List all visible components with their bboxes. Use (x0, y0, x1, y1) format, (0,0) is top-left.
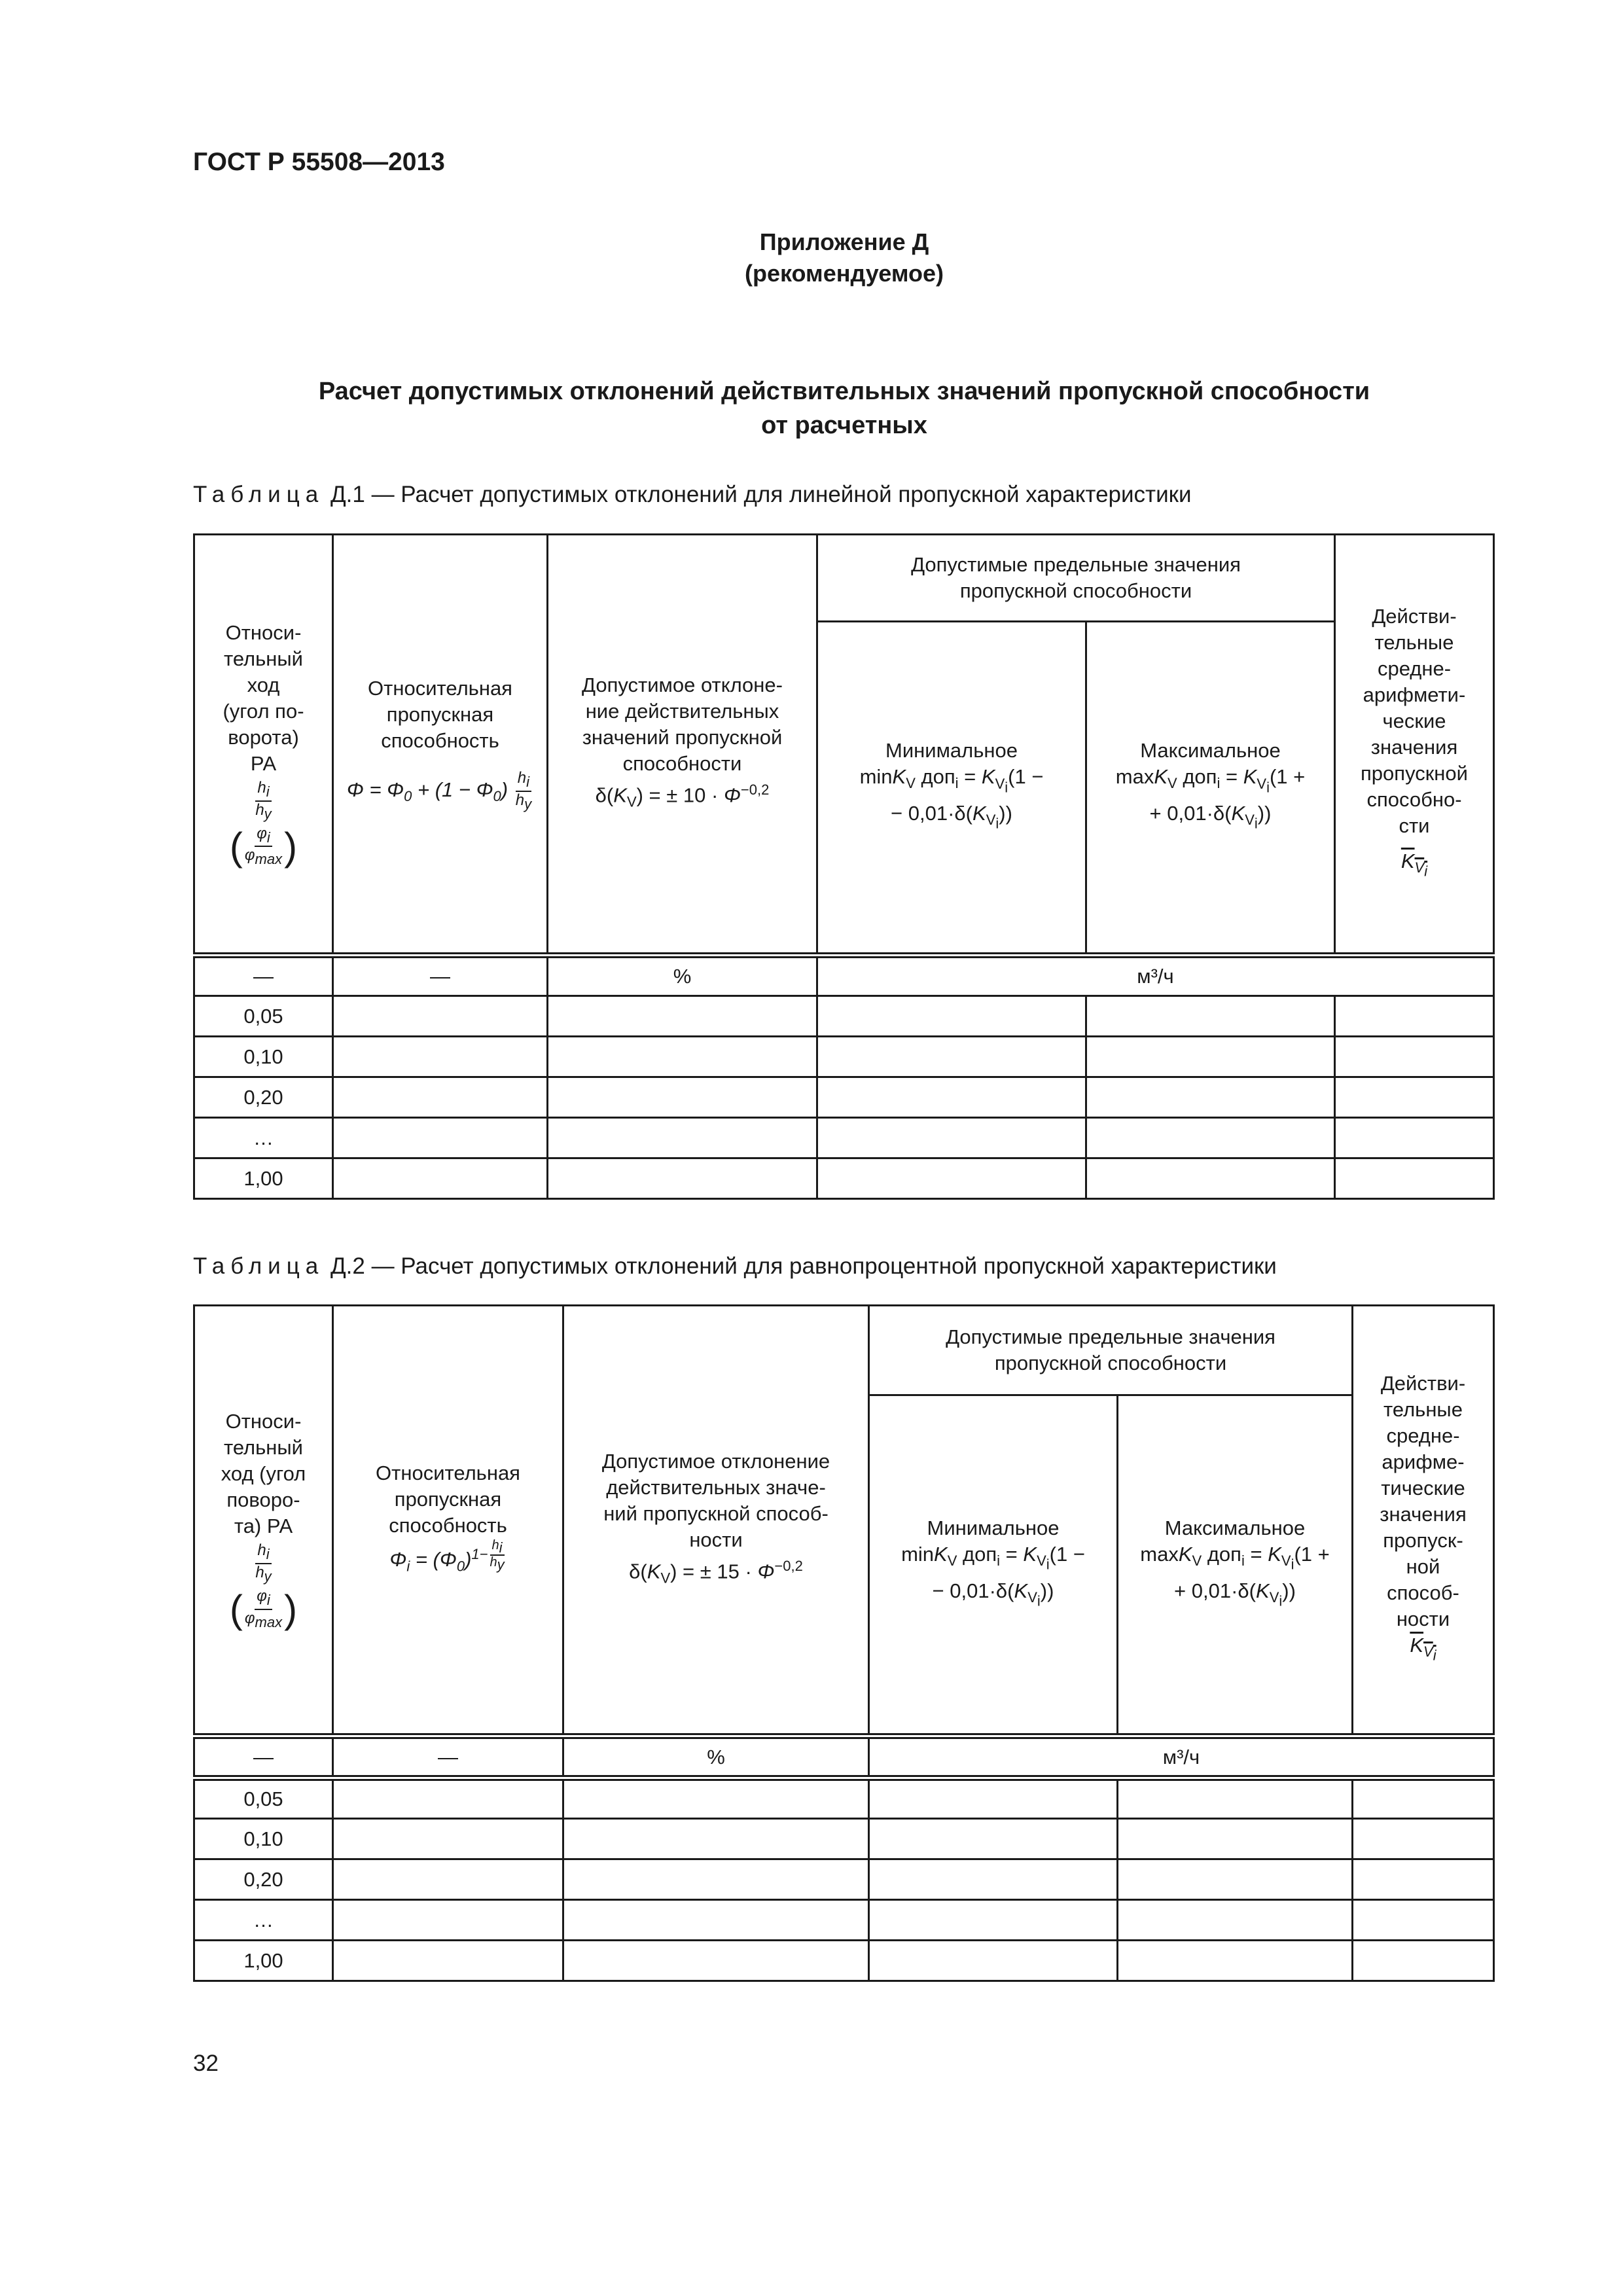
table2-caption (193, 1253, 1277, 1280)
table-row: 1,00 (194, 1158, 1494, 1199)
table1-header-allowed-deviation: Допустимое отклоне- ние действительных значений пропускной способности $\delta(K_V)$ = ± $10 \cdot \Phi^{-0,2}$ (548, 535, 817, 956)
table-row: 0,10 (194, 1819, 1494, 1859)
table2-caption-word: Таблица (193, 1253, 325, 1279)
page-title-line-2: от расчетных (761, 412, 927, 439)
annex-type: (рекомендуемое) (745, 260, 944, 287)
table-row: … (194, 1118, 1494, 1158)
table1-header-actual-mean: Действи- тельные средне- арифмети- ческие значения пропускной способно- сти $K_{V_i}$ (1335, 535, 1494, 956)
table1-caption-word: Таблица (193, 482, 325, 507)
table-row: 0,05 (194, 996, 1494, 1037)
table-row: 0,20 (194, 1077, 1494, 1118)
document-standard-number: ГОСТ Р 55508—2013 (193, 148, 445, 176)
table2-header-relative-capacity: Относительная пропускная способность $\Phi_i = (\Phi_0)^{1- \frac{h_i}{h_y}}$ (333, 1306, 563, 1736)
table1-header-relative-capacity: Относительная пропускная способность $\Phi = \Phi_0 + (1 - \Phi_0)$ $\frac{h_i}{h_y}$ (333, 535, 548, 956)
angle-ratio-formula: ( $\frac{\varphi_i}{\varphi_{max}}$ ) (229, 824, 298, 869)
travel-ratio-formula: $\frac{h_i}{h_y}$ (255, 778, 272, 822)
annex-heading (0, 226, 1623, 289)
table1-min-formula: minK$_V$ $доп_i = K_{V_i}(1$ − (859, 765, 1044, 795)
table2-min-formula: minK$_V$ $доп_i = K_{V_i}(1$ − (901, 1542, 1085, 1573)
travel-ratio-formula: $\frac{h_i}{h_y}$ (255, 1541, 272, 1585)
table-row: 1,00 (194, 1941, 1494, 1981)
table2-header-maximum: Максимальное maxK$_V$ $доп_i = K_{V_i}(1$ + + $0,01\cdot\delta(K_{V_i})$) (1118, 1395, 1353, 1736)
table2-caption-text: Д.2 — Расчет допустимых отклонений для равнопроцентной пропускной характеристики (330, 1253, 1277, 1279)
table-row: 0,05 (194, 1778, 1494, 1819)
table2-header-actual-mean: Действи- тельные средне- арифме- тические значения пропуск- ной способ- ности $K_{V_i}$ (1353, 1306, 1494, 1736)
table1-header-minimum: Минимальное minK$_V$ $доп_i = K_{V_i}(1$ − − $0,01\cdot\delta(K_{V_i})$) (817, 622, 1086, 956)
table2-header-allowed-deviation: Допустимое отклонение действительных значе- ний пропускной способ- ности $\delta(K_V)$ = ± $15 \cdot \Phi^{-0,2}$ (563, 1306, 869, 1736)
mean-kv-symbol: $K_{V_i}$ (1410, 1634, 1436, 1664)
table1-header-maximum: Максимальное maxK$_V$ $доп_i = K_{V_i}(1$ + + $0,01\cdot\delta(K_{V_i})$) (1086, 622, 1335, 956)
table2-header-limit-group: Допустимые предельные значения пропускной способности (869, 1306, 1353, 1395)
table2-deviation-formula: $\delta(K_V)$ = ± $15 \cdot \Phi^{-0,2}$ (629, 1557, 803, 1587)
table1-capacity-formula: $\Phi = \Phi_0 + (1 - \Phi_0)$ $\frac{h_i}{h_y}$ (346, 768, 532, 812)
angle-ratio-formula: ( $\frac{\varphi_i}{\varphi_{max}}$ ) (229, 1587, 298, 1631)
table1-max-formula: maxK$_V$ $доп_i = K_{V_i}(1$ + (1115, 765, 1306, 795)
table-row: … (194, 1900, 1494, 1941)
table2 (193, 1304, 1495, 1982)
table1-caption (193, 482, 1192, 508)
table1-caption-text: Д.1 — Расчет допустимых отклонений для линейной пропускной характеристики (330, 482, 1192, 507)
table1-deviation-formula: $\delta(K_V)$ = ± $10 \cdot \Phi^{-0,2}$ (595, 781, 770, 810)
table2-capacity-formula: $\Phi_i = (\Phi_0)^{1- \frac{h_i}{h_y}}$ (389, 1537, 505, 1575)
page-number: 32 (193, 2051, 219, 2076)
table2-header-relative-travel: Относи- тельный ход (угол поворо- та) РА $\frac{h_i}{h_y}$ ( $\frac{\varphi_i}{\varphi_{max}}$ ) (194, 1306, 333, 1736)
page-title (0, 374, 1623, 442)
table1-units-row: — — % м³/ч (194, 956, 1494, 996)
mean-kv-symbol: $K_{V_i}$ (1400, 849, 1428, 880)
table2-units-row: — — % м³/ч (194, 1736, 1494, 1778)
page-title-line-1: Расчет допустимых отклонений действительных значений пропускной способности (318, 378, 1370, 405)
table2-header-minimum: Минимальное minK$_V$ $доп_i = K_{V_i}(1$ − − $0,01\cdot\delta(K_{V_i})$) (869, 1395, 1118, 1736)
table1-header-relative-travel: Относи- тельный ход (угол по- ворота) РА $\frac{h_i}{h_y}$ ( $\frac{\varphi_i}{\varphi_{max}}$ ) (194, 535, 333, 956)
table1 (193, 533, 1495, 1200)
table1-header-limit-group: Допустимые предельные значения пропускной способности (817, 535, 1335, 622)
table2-max-formula: maxK$_V$ $доп_i = K_{V_i}(1$ + (1140, 1542, 1330, 1573)
annex-title: Приложение Д (759, 228, 929, 255)
table-row: 0,10 (194, 1037, 1494, 1077)
table-row: 0,20 (194, 1859, 1494, 1900)
